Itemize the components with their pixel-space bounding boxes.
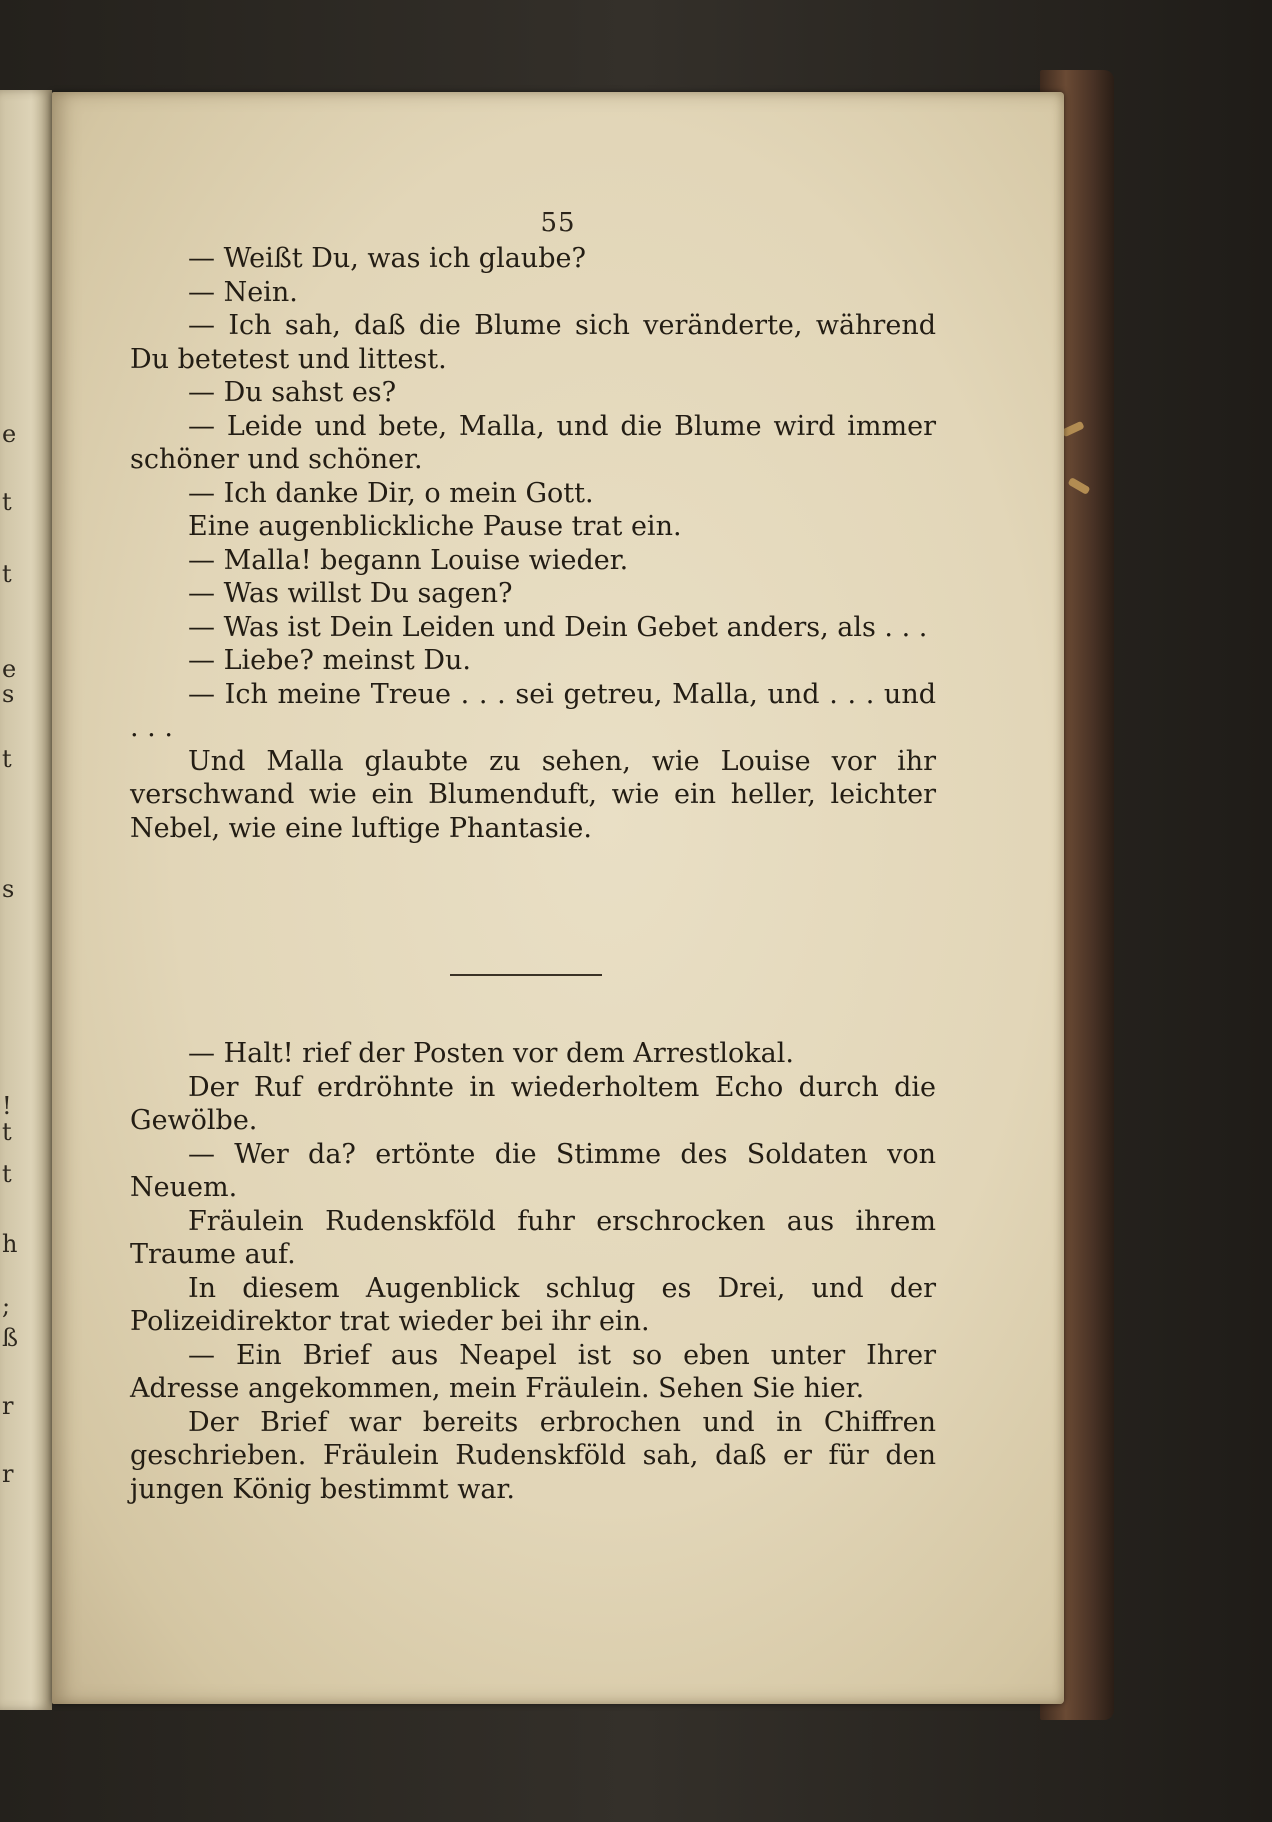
previous-page-fragment: t [2, 1118, 12, 1146]
paper-speck [1067, 477, 1090, 495]
previous-page-fragment: ! [2, 1092, 12, 1120]
paragraph: — Weißt Du, was ich glaube? [188, 243, 586, 274]
paragraph: — Was ist Dein Leiden und Dein Gebet anders, als . . . [188, 611, 928, 643]
paragraph: — Was willst Du sagen? [188, 578, 513, 609]
paragraph: Fräulein Rudenskföld fuhr erschrocken aus ihrem Traume auf. [130, 1205, 936, 1270]
previous-page-fragment: s [2, 875, 15, 903]
page-number: 55 [540, 208, 576, 238]
paragraph: — Ich sah, daß die Blume sich veränderte, während Du betetest und littest. [130, 310, 936, 375]
paper-speck [1061, 421, 1084, 438]
previous-page-fragment: s [2, 680, 15, 708]
paragraph: — Ich meine Treue . . . sei getreu, Malla, und . . . und . . . [130, 678, 936, 743]
previous-page-fragment: ß [2, 1324, 19, 1352]
previous-page-fragment: t [2, 560, 12, 588]
paragraph: In diesem Augenblick schlug es Drei, und der Polizeidirektor trat wieder bei ihr ein. [130, 1272, 936, 1337]
previous-page-fragment: t [2, 488, 12, 516]
previous-page-fragment: ; [2, 1292, 11, 1320]
paragraph: — Wer da? ertönte die Stimme des Soldaten von Neuem. [130, 1138, 936, 1203]
paragraph: — Ein Brief aus Neapel ist so eben unter Ihrer Adresse angekommen, mein Fräulein. Sehen Sie hier. [130, 1339, 936, 1404]
previous-page-fragment: t [2, 745, 12, 773]
text-block-dialogue [130, 242, 936, 845]
previous-page-fragment: e [2, 655, 17, 683]
previous-page-fragment: h [2, 1230, 18, 1258]
previous-page-fragment: r [2, 1460, 14, 1488]
paragraph: — Du sahst es? [188, 377, 397, 408]
section-separator-rule [450, 974, 602, 976]
book-page [52, 92, 1064, 1704]
paragraph: — Leide und bete, Malla, und die Blume wird immer schöner und schöner. [130, 410, 936, 475]
paragraph: Eine augenblickliche Pause trat ein. [188, 511, 682, 542]
paragraph: — Nein. [188, 276, 298, 308]
previous-page-fragment: e [2, 420, 17, 448]
paragraph: Der Ruf erdröhnte in wiederholtem Echo durch die Gewölbe. [130, 1071, 936, 1136]
paragraph: — Malla! begann Louise wieder. [188, 544, 629, 576]
paragraph: — Halt! rief der Posten vor dem Arrestlokal. [188, 1038, 794, 1069]
paragraph: — Liebe? meinst Du. [188, 645, 471, 676]
paragraph: Der Brief war bereits erbrochen und in Chiffren geschrieben. Fräulein Rudenskföld sah, daß er für den jungen König bestimmt war. [130, 1406, 936, 1505]
paragraph: Und Malla glaubte zu sehen, wie Louise vor ihr verschwand wie ein Blumenduft, wie ein heller, leichter Nebel, wie eine luftige Phantasie. [130, 745, 936, 844]
previous-page-fragment: r [2, 1392, 14, 1420]
text-block-arrest [130, 1037, 936, 1506]
previous-page-edge [0, 90, 52, 1710]
paragraph: — Ich danke Dir, o mein Gott. [188, 477, 594, 509]
previous-page-fragment: t [2, 1160, 12, 1188]
